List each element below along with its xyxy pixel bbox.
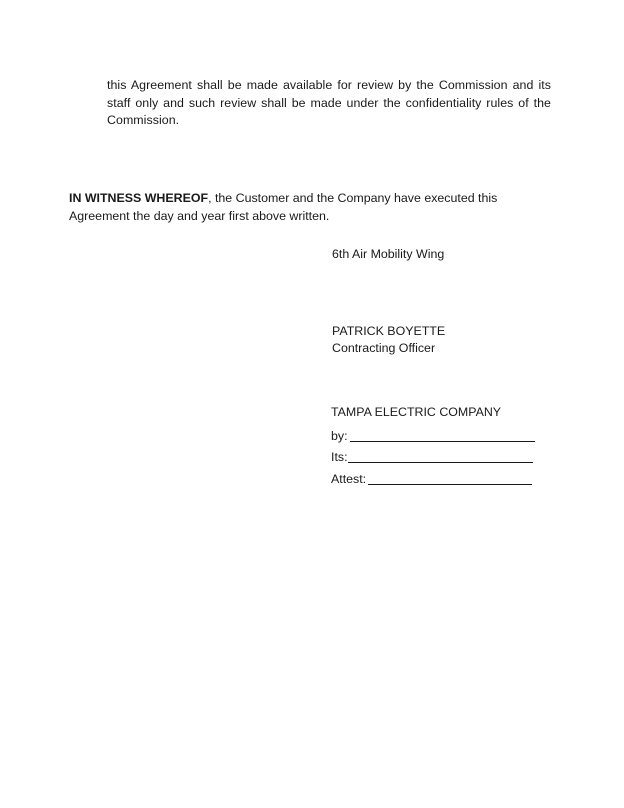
customer-signatory-title: Contracting Officer: [332, 341, 436, 355]
its-signature-row: [331, 449, 348, 466]
attest-signature-line: [368, 484, 532, 485]
customer-signatory-name: PATRICK BOYETTE: [332, 324, 446, 338]
confidentiality-paragraph: this Agreement shall be made available for review by the Commission and its staff only and such review shall be made under the confidentiality rules of the Commission.: [107, 78, 551, 127]
its-signature-line: [348, 462, 533, 463]
its-label: Its:: [331, 450, 348, 464]
by-signature-row: [331, 428, 348, 445]
witness-text: , the Customer and the Company have executed this Agreement the day and year first above written.: [69, 191, 498, 223]
witness-lead: IN WITNESS WHEREOF: [69, 191, 209, 205]
customer-organization: 6th Air Mobility Wing: [332, 247, 445, 261]
company-name: TAMPA ELECTRIC COMPANY: [331, 405, 502, 419]
by-signature-line: [350, 441, 535, 442]
attest-signature-row: [331, 471, 366, 488]
witness-paragraph: [69, 190, 509, 225]
by-label: by:: [331, 429, 348, 443]
attest-label: Attest:: [331, 472, 367, 486]
